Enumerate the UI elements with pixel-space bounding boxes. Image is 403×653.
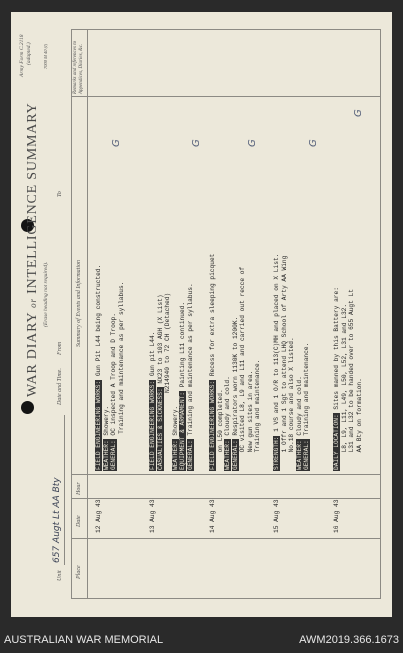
entry-date: 12 Aug 43 <box>95 499 102 533</box>
entry-text: L8, L9, L11, L49, L50, L52, L31 and L32. <box>340 303 348 471</box>
punch-hole <box>21 219 34 232</box>
initials-signature: G <box>111 139 122 147</box>
entry-text: Training and maintenance. <box>303 342 310 440</box>
date-time-label: Date and Time. <box>57 368 63 405</box>
entry-key: GENERAL: <box>303 440 310 470</box>
form-reference: Army Form C.2118 <box>19 34 25 77</box>
entry-text: AA Bty on formation. <box>355 378 363 471</box>
entry-key: WEATHER: <box>224 440 231 470</box>
col-header-summary: Summary of Events and Information <box>76 260 82 347</box>
unit-value: 657 Augt Lt AA Bty <box>52 477 62 563</box>
punch-hole <box>21 401 34 414</box>
entry-key: EQUIPMENT & ARMAMENT: <box>179 392 186 470</box>
entry-text: Cloudy and cold. <box>224 376 231 440</box>
entry-text: Gun pit L44. <box>149 331 156 380</box>
footer-institution: AUSTRALIAN WAR MEMORIAL <box>4 634 164 646</box>
entry-key: CASUALTIES & SICKNESS: <box>156 388 164 470</box>
title-intelligence-summary: INTELLIGENCE SUMMARY <box>25 102 40 294</box>
entry-text: Recess for extra sleeping picquet <box>209 253 216 380</box>
entry-text: Respirators worn 1130K to 1200K. <box>231 316 239 440</box>
entry-text: NX23 to 103 AGH (X List) <box>156 294 164 388</box>
unit-label: Unit <box>57 570 63 581</box>
initials-signature: G <box>247 139 258 147</box>
col-header-remarks: Remarks and references to Appendices, Diaries, &c. <box>73 40 84 94</box>
entry-key: WEATHER: <box>295 440 303 470</box>
diary-page <box>11 12 392 617</box>
entry-text: N214940 to 72 CH (Detached) <box>164 292 171 471</box>
entry-text: 1 Offr and 1 Sgt to attend LHQ School of Arty AA Wing <box>280 255 288 471</box>
entry-text: OC visited L8, L9 and L11 and carried out recce of <box>239 266 246 471</box>
entry-key: GENERAL: <box>110 440 117 470</box>
initials-signature: G <box>191 139 202 147</box>
entry-key: FIELD ENGINEERING WORKS: <box>209 380 216 470</box>
entry-text: Painting L11 continued. <box>179 301 186 392</box>
entry-text: Showery. <box>102 405 110 440</box>
to-label: To <box>57 191 63 197</box>
entry-date: 16 Aug 43 <box>333 499 340 533</box>
entry-key: WEATHER: <box>171 440 179 470</box>
entry-text: OC inspected A Troop and D Troop. <box>110 313 117 440</box>
entry-text: Sites manned by this Battery are: <box>333 287 340 414</box>
footer-bar <box>0 625 403 653</box>
entry-date: 13 Aug 43 <box>149 499 156 533</box>
entry-key: GENERAL: <box>186 440 194 470</box>
entry-key: STRENGTH: <box>273 436 280 470</box>
col-header-date: Date <box>76 515 82 527</box>
entry-text: L31 and L32 to be handed over to 655 Augt Lt <box>348 289 355 471</box>
entry-text: 1 VS and 1 O/R to 113(C)MH and placed on X List. <box>273 253 280 436</box>
col-header-place: Place <box>76 565 82 579</box>
entry-text: Showery. <box>171 405 179 440</box>
entry-date: 14 Aug 43 <box>209 499 216 533</box>
footer-accession: AWM2019.366.1673 <box>299 634 399 646</box>
entry-text: Gun Pit L44 being constructed. <box>95 264 102 380</box>
entry-key: WEATHER: <box>102 440 110 470</box>
title-war-diary: WAR DIARY <box>25 312 40 397</box>
form-reference-sub: (adapted.) <box>26 42 32 65</box>
initials-signature: G <box>353 109 364 117</box>
entry-text: Training and maintenance. <box>254 359 261 471</box>
entry-text: Training and maintenance as per syllabus. <box>117 281 125 471</box>
entry-text: Cloudy and cold. <box>295 376 303 440</box>
entry-key: FIELD ENGINEERING WORKS: <box>149 380 156 470</box>
title-or: or <box>28 298 38 308</box>
col-header-hour: Hour <box>76 482 82 495</box>
print-code: 7000 M 40 (I) <box>43 43 48 69</box>
entry-key: DAILY LOCATION: <box>333 414 340 470</box>
entry-text: No.18 course and also X listed. <box>288 337 295 471</box>
entry-text: Training and maintenance as per syllabus. <box>186 283 194 440</box>
entry-key: FIELD ENGINEERING WORKS: <box>95 380 102 470</box>
initials-signature: G <box>308 139 319 147</box>
erase-note: (Erase heading not required). <box>43 261 49 327</box>
entry-text: on L50 completed. <box>216 389 224 471</box>
entry-key: GENERAL: <box>231 440 239 470</box>
from-label: From <box>57 341 63 355</box>
entry-date: 15 Aug 43 <box>273 499 280 533</box>
entry-text: New gun sites in area. <box>246 370 254 471</box>
